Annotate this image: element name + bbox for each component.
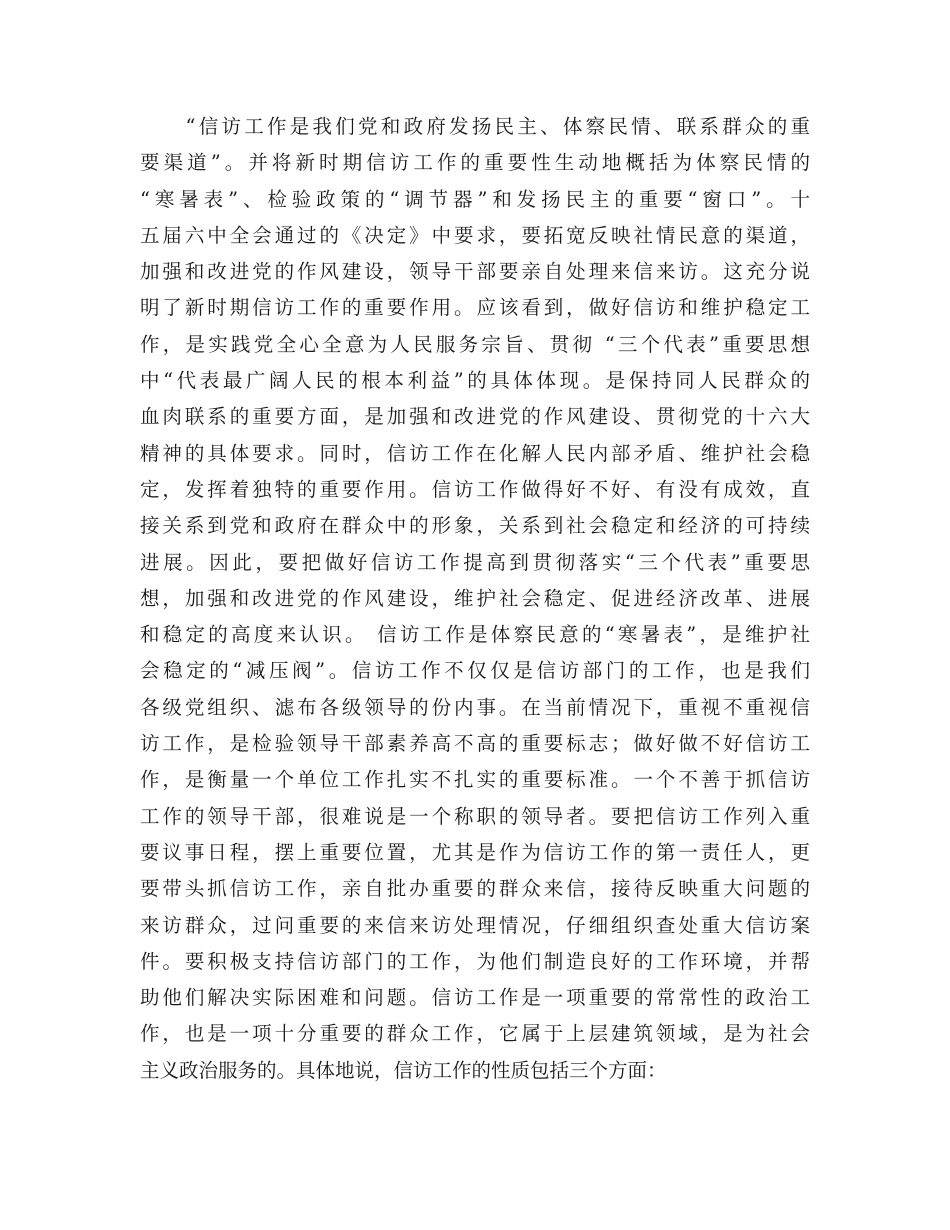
text-line: 各级党组织、滤布各级领导的份内事。在当前情况下，重视不重视信 <box>140 695 810 719</box>
text-line: 助他们解决实际困难和问题。信访工作是一项重要的常常性的政治工 <box>140 986 810 1010</box>
text-line: 要议事日程，摆上重要位置，尤其是作为信访工作的第一责任人，更 <box>140 840 810 864</box>
text-line: 作，是实践党全心全意为人民服务宗旨、贯彻 “三个代表”重要思想 <box>140 332 810 356</box>
text-line: 加强和改进党的作风建设，领导干部要亲自处理来信来访。这充分说 <box>140 260 810 284</box>
text-line: 进展。因此，要把做好信访工作提高到贯彻落实“三个代表”重要思 <box>140 550 810 574</box>
text-line: 和稳定的高度来认识。 信访工作是体察民意的“寒暑表”，是维护社 <box>140 623 810 647</box>
text-line: 来访群众，过问重要的来信来访处理情况，仔细组织查处重大信访案 <box>140 913 810 937</box>
text-line: 主义政治服务的。具体地说，信访工作的性质包括三个方面： <box>140 1058 667 1082</box>
text-line: “信访工作是我们党和政府发扬民主、体察民情、联系群众的重 <box>140 115 810 138</box>
text-line: 访工作，是检验领导干部素养高不高的重要标志；做好做不好信访工 <box>140 732 810 756</box>
text-line: 会稳定的“减压阀”。信访工作不仅仅是信访部门的工作，也是我们 <box>140 659 810 683</box>
text-line: 精神的具体要求。同时，信访工作在化解人民内部矛盾、维护社会稳 <box>140 441 810 465</box>
text-line: 想，加强和改进党的作风建设，维护社会稳定、促进经济改革、进展 <box>140 586 810 610</box>
text-line: 血肉联系的重要方面，是加强和改进党的作风建设、贯彻党的十六大 <box>140 405 810 429</box>
text-line: 件。要积极支持信访部门的工作，为他们制造良好的工作环境，并帮 <box>140 949 810 973</box>
text-line: “寒暑表”、检验政策的“调节器”和发扬民主的重要“窗口”。十 <box>140 187 810 211</box>
text-line: 作，也是一项十分重要的群众工作，它属于上层建筑领域，是为社会 <box>140 1022 810 1046</box>
text-line: 作，是衡量一个单位工作扎实不扎实的重要标准。一个不善于抓信访 <box>140 768 810 792</box>
text-line: 接关系到党和政府在群众中的形象，关系到社会稳定和经济的可持续 <box>140 514 810 538</box>
text-line: 五届六中全会通过的《决定》中要求，要拓宽反映社情民意的渠道， <box>140 223 810 247</box>
text-line: 中“代表最广阔人民的根本利益”的具体体现。是保持同人民群众的 <box>140 369 810 393</box>
body-paragraph <box>140 109 810 1089</box>
text-line: 工作的领导干部，很难说是一个称职的领导者。要把信访工作列入重 <box>140 804 810 828</box>
text-line: 明了新时期信访工作的重要作用。应该看到，做好信访和维护稳定工 <box>140 296 810 320</box>
text-line: 定，发挥着独特的重要作用。信访工作做得好不好、有没有成效，直 <box>140 477 810 501</box>
text-line: 要渠道”。并将新时期信访工作的重要性生动地概括为体察民情的 <box>140 151 810 175</box>
text-line: 要带头抓信访工作，亲自批办重要的群众来信，接待反映重大问题的 <box>140 877 810 901</box>
